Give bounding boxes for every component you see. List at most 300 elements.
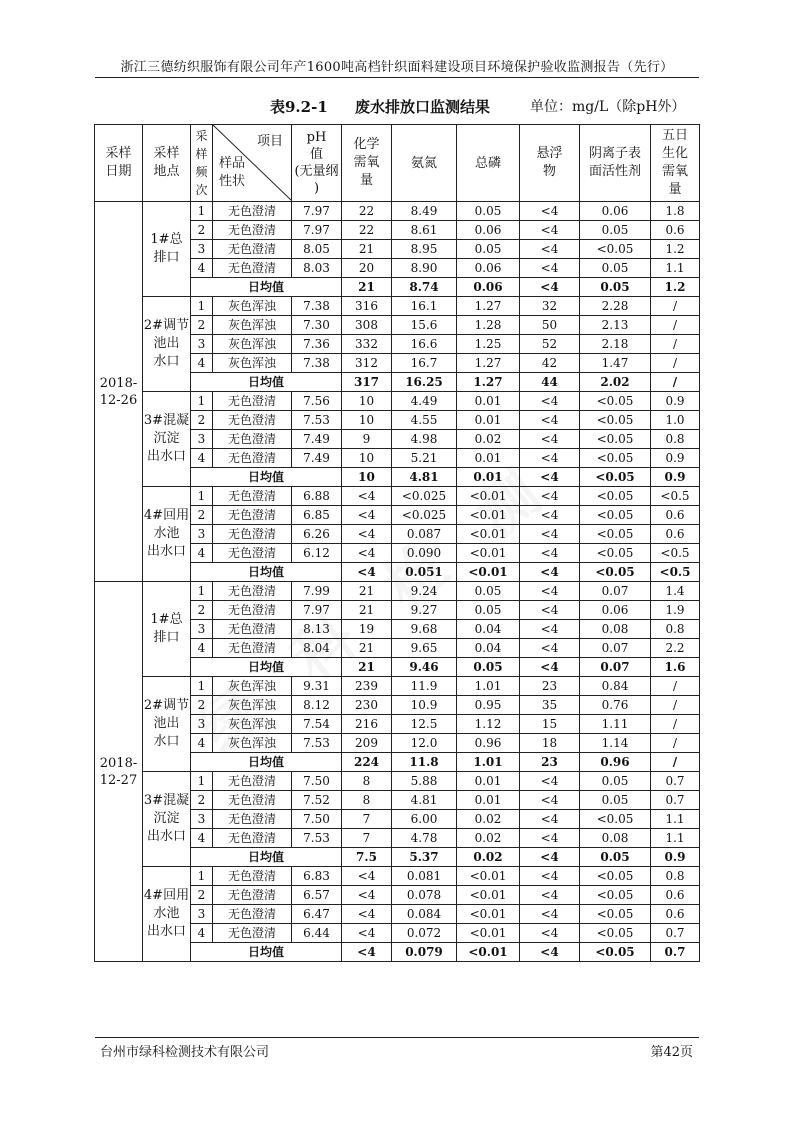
bod5-avg: <0.5: [651, 563, 700, 582]
ph-cell: 6.47: [292, 905, 342, 924]
cod-cell: <4: [342, 506, 392, 525]
site-cell: 3#混凝 沉淀 出水口: [143, 772, 191, 867]
freq-cell: 3: [191, 240, 213, 259]
freq-cell: 4: [191, 449, 213, 468]
bod5-cell: 0.7: [651, 772, 700, 791]
freq-cell: 3: [191, 335, 213, 354]
ph-cell: 7.97: [292, 601, 342, 620]
ss-cell: 42: [520, 354, 580, 373]
bod5-avg: 0.9: [651, 468, 700, 487]
site-cell: 4#回用 水池 出水口: [143, 487, 191, 582]
freq-cell: 2: [191, 886, 213, 905]
las-cell: <0.05: [580, 430, 651, 449]
tp-cell: 1.28: [457, 316, 520, 335]
las-avg: 0.05: [580, 278, 651, 297]
ss-cell: <4: [520, 487, 580, 506]
freq-cell: 2: [191, 411, 213, 430]
state-cell: 灰色浑浊: [213, 316, 292, 335]
col-date: 采样 日期: [95, 125, 143, 202]
ss-cell: <4: [520, 221, 580, 240]
cod-cell: 332: [342, 335, 392, 354]
daily-average-label: 日均值: [191, 753, 342, 772]
ph-cell: 7.54: [292, 715, 342, 734]
col-nh3n: 氨氮: [392, 125, 457, 202]
nh3n-cell: 5.21: [392, 449, 457, 468]
freq-cell: 4: [191, 354, 213, 373]
ss-cell: <4: [520, 506, 580, 525]
col-las: 阴离子表 面活性剂: [580, 125, 651, 202]
ph-cell: 6.57: [292, 886, 342, 905]
nh3n-cell: 9.27: [392, 601, 457, 620]
bod5-cell: /: [651, 715, 700, 734]
state-cell: 无色澄清: [213, 506, 292, 525]
tp-cell: 0.01: [457, 449, 520, 468]
tp-cell: 0.04: [457, 639, 520, 658]
nh3n-cell: 16.6: [392, 335, 457, 354]
col-cod: 化学 需氧 量: [342, 125, 392, 202]
ss-cell: 32: [520, 297, 580, 316]
bod5-cell: /: [651, 316, 700, 335]
nh3n-cell: <0.025: [392, 506, 457, 525]
item-label: 项目: [256, 134, 283, 149]
tp-cell: 0.04: [457, 620, 520, 639]
tp-cell: 0.01: [457, 392, 520, 411]
nh3n-cell: 5.88: [392, 772, 457, 791]
ph-cell: 7.97: [292, 202, 342, 221]
cod-avg: 21: [342, 278, 392, 297]
las-cell: <0.05: [580, 411, 651, 430]
tp-cell: <0.01: [457, 544, 520, 563]
footer-divider: [95, 1037, 699, 1038]
cod-cell: 7: [342, 829, 392, 848]
state-cell: 无色澄清: [213, 924, 292, 943]
bod5-cell: 0.6: [651, 905, 700, 924]
bod5-cell: 1.9: [651, 601, 700, 620]
ph-cell: 8.03: [292, 259, 342, 278]
tp-cell: 0.02: [457, 430, 520, 449]
ph-cell: 7.50: [292, 810, 342, 829]
las-cell: 0.05: [580, 772, 651, 791]
freq-cell: 2: [191, 696, 213, 715]
nh3n-cell: 8.95: [392, 240, 457, 259]
state-label-2: 性状: [219, 174, 246, 189]
freq-cell: 1: [191, 582, 213, 601]
ph-cell: 6.26: [292, 525, 342, 544]
nh3n-avg: 0.079: [392, 943, 457, 962]
tp-cell: 1.01: [457, 677, 520, 696]
las-avg: <0.05: [580, 943, 651, 962]
las-cell: 0.84: [580, 677, 651, 696]
state-cell: 灰色浑浊: [213, 677, 292, 696]
ph-cell: 7.52: [292, 791, 342, 810]
nh3n-cell: 4.55: [392, 411, 457, 430]
state-cell: 无色澄清: [213, 772, 292, 791]
nh3n-cell: 8.61: [392, 221, 457, 240]
ss-avg: <4: [520, 848, 580, 867]
col-freq: 采 样 频 次: [191, 125, 213, 202]
las-cell: <0.05: [580, 525, 651, 544]
freq-cell: 4: [191, 639, 213, 658]
ss-cell: <4: [520, 544, 580, 563]
ph-cell: 8.12: [292, 696, 342, 715]
ss-cell: <4: [520, 810, 580, 829]
bod5-cell: 0.8: [651, 867, 700, 886]
bod5-cell: <0.5: [651, 544, 700, 563]
state-cell: 无色澄清: [213, 544, 292, 563]
state-cell: 无色澄清: [213, 392, 292, 411]
ss-cell: <4: [520, 772, 580, 791]
ss-cell: <4: [520, 867, 580, 886]
footer-page-number: 第42页: [650, 1045, 693, 1060]
las-cell: <0.05: [580, 506, 651, 525]
site-cell: 2#调节 池出 水口: [143, 677, 191, 772]
cod-cell: 9: [342, 430, 392, 449]
bod5-cell: /: [651, 335, 700, 354]
unit-label: 单位：mg/L（除pH外）: [530, 99, 686, 115]
bod5-cell: 0.6: [651, 221, 700, 240]
las-avg: <0.05: [580, 468, 651, 487]
ph-cell: 9.31: [292, 677, 342, 696]
nh3n-cell: 4.81: [392, 791, 457, 810]
col-site: 采样 地点: [143, 125, 191, 202]
state-cell: 无色澄清: [213, 449, 292, 468]
daily-average-label: 日均值: [191, 373, 342, 392]
state-cell: 无色澄清: [213, 582, 292, 601]
bod5-cell: 0.6: [651, 886, 700, 905]
freq-cell: 3: [191, 810, 213, 829]
site-cell: 4#回用 水池 出水口: [143, 867, 191, 962]
report-header: 浙江三德纺织服饰有限公司年产1600吨高档针织面料建设项目环境保护验收监测报告（先行）: [120, 60, 674, 75]
freq-cell: 4: [191, 259, 213, 278]
bod5-cell: 0.8: [651, 620, 700, 639]
tp-cell: 0.05: [457, 202, 520, 221]
bod5-avg: 0.9: [651, 848, 700, 867]
nh3n-avg: 0.051: [392, 563, 457, 582]
tp-cell: 1.27: [457, 354, 520, 373]
las-cell: 1.14: [580, 734, 651, 753]
tp-cell: 0.01: [457, 772, 520, 791]
ph-cell: 7.49: [292, 449, 342, 468]
nh3n-cell: 12.5: [392, 715, 457, 734]
las-cell: <0.05: [580, 886, 651, 905]
ss-avg: 44: [520, 373, 580, 392]
tp-avg: 0.05: [457, 658, 520, 677]
nh3n-cell: 10.9: [392, 696, 457, 715]
bod5-cell: 0.9: [651, 392, 700, 411]
freq-cell: 1: [191, 867, 213, 886]
freq-cell: 1: [191, 392, 213, 411]
freq-cell: 1: [191, 772, 213, 791]
state-cell: 无色澄清: [213, 886, 292, 905]
table-row: [95, 202, 700, 221]
las-cell: 0.06: [580, 202, 651, 221]
tp-avg: 1.27: [457, 373, 520, 392]
las-cell: <0.05: [580, 544, 651, 563]
cod-cell: 21: [342, 639, 392, 658]
las-cell: <0.05: [580, 867, 651, 886]
cod-cell: 312: [342, 354, 392, 373]
site-cell: 3#混凝 沉淀 出水口: [143, 392, 191, 487]
tp-avg: 0.06: [457, 278, 520, 297]
bod5-cell: 1.4: [651, 582, 700, 601]
freq-cell: 2: [191, 316, 213, 335]
las-cell: 1.11: [580, 715, 651, 734]
freq-cell: 2: [191, 221, 213, 240]
daily-average-label: 日均值: [191, 563, 342, 582]
nh3n-cell: 0.084: [392, 905, 457, 924]
table-row: [95, 487, 700, 506]
table-row: [95, 297, 700, 316]
ph-cell: 6.12: [292, 544, 342, 563]
las-cell: <0.05: [580, 449, 651, 468]
daily-average-label: 日均值: [191, 658, 342, 677]
ss-cell: <4: [520, 525, 580, 544]
las-cell: 0.76: [580, 696, 651, 715]
cod-cell: 7: [342, 810, 392, 829]
cod-cell: <4: [342, 525, 392, 544]
nh3n-cell: 6.00: [392, 810, 457, 829]
bod5-cell: 1.8: [651, 202, 700, 221]
state-cell: 灰色浑浊: [213, 715, 292, 734]
freq-cell: 3: [191, 525, 213, 544]
ss-cell: <4: [520, 202, 580, 221]
cod-cell: 20: [342, 259, 392, 278]
state-cell: 无色澄清: [213, 259, 292, 278]
nh3n-avg: 11.8: [392, 753, 457, 772]
las-cell: 0.08: [580, 829, 651, 848]
cod-cell: 316: [342, 297, 392, 316]
ss-cell: <4: [520, 411, 580, 430]
cod-cell: <4: [342, 867, 392, 886]
footer-company: 台州市绿科检测技术有限公司: [100, 1045, 270, 1060]
ph-cell: 8.04: [292, 639, 342, 658]
state-label: 样品: [219, 156, 246, 171]
freq-cell: 4: [191, 924, 213, 943]
nh3n-cell: <0.025: [392, 487, 457, 506]
freq-cell: 1: [191, 297, 213, 316]
cod-cell: <4: [342, 924, 392, 943]
bod5-avg: 1.2: [651, 278, 700, 297]
freq-cell: 4: [191, 734, 213, 753]
ss-cell: <4: [520, 886, 580, 905]
ss-cell: 35: [520, 696, 580, 715]
site-cell: 1#总 排口: [143, 582, 191, 677]
ss-cell: <4: [520, 259, 580, 278]
cod-cell: 8: [342, 772, 392, 791]
tp-cell: <0.01: [457, 867, 520, 886]
bod5-cell: /: [651, 354, 700, 373]
ph-cell: 7.38: [292, 354, 342, 373]
col-bod5: 五日 生化 需氧 量: [651, 125, 700, 202]
nh3n-cell: 9.68: [392, 620, 457, 639]
freq-cell: 4: [191, 829, 213, 848]
daily-average-label: 日均值: [191, 848, 342, 867]
bod5-cell: /: [651, 734, 700, 753]
ss-cell: 15: [520, 715, 580, 734]
cod-cell: 22: [342, 221, 392, 240]
nh3n-cell: 8.49: [392, 202, 457, 221]
freq-cell: 3: [191, 905, 213, 924]
las-cell: <0.05: [580, 392, 651, 411]
cod-cell: <4: [342, 905, 392, 924]
tp-cell: 0.96: [457, 734, 520, 753]
bod5-avg: 1.6: [651, 658, 700, 677]
nh3n-cell: 16.7: [392, 354, 457, 373]
table-row: [95, 772, 700, 791]
las-avg: 2.02: [580, 373, 651, 392]
tp-cell: 0.02: [457, 810, 520, 829]
ph-cell: 7.50: [292, 772, 342, 791]
ph-cell: 7.36: [292, 335, 342, 354]
ph-cell: 7.97: [292, 221, 342, 240]
tp-cell: <0.01: [457, 487, 520, 506]
freq-cell: 3: [191, 430, 213, 449]
bod5-cell: <0.5: [651, 487, 700, 506]
ss-cell: <4: [520, 791, 580, 810]
ss-cell: 23: [520, 677, 580, 696]
ss-avg: 23: [520, 753, 580, 772]
state-cell: 无色澄清: [213, 525, 292, 544]
tp-cell: 0.02: [457, 829, 520, 848]
tp-cell: 0.05: [457, 582, 520, 601]
header-divider: [95, 77, 699, 78]
tp-cell: 1.12: [457, 715, 520, 734]
cod-cell: 21: [342, 240, 392, 259]
tp-cell: 0.05: [457, 240, 520, 259]
cod-avg: 224: [342, 753, 392, 772]
ph-cell: 7.99: [292, 582, 342, 601]
cod-cell: 22: [342, 202, 392, 221]
ss-cell: <4: [520, 924, 580, 943]
ss-avg: <4: [520, 658, 580, 677]
freq-cell: 1: [191, 487, 213, 506]
table-row: [95, 392, 700, 411]
nh3n-cell: 8.90: [392, 259, 457, 278]
freq-cell: 1: [191, 677, 213, 696]
state-cell: 无色澄清: [213, 867, 292, 886]
freq-cell: 4: [191, 544, 213, 563]
ss-cell: <4: [520, 240, 580, 259]
tp-cell: <0.01: [457, 924, 520, 943]
state-cell: 无色澄清: [213, 240, 292, 259]
table-row: [95, 677, 700, 696]
cod-cell: 308: [342, 316, 392, 335]
nh3n-avg: 16.25: [392, 373, 457, 392]
las-cell: 0.07: [580, 582, 651, 601]
las-cell: <0.05: [580, 240, 651, 259]
tp-cell: 0.05: [457, 601, 520, 620]
cod-cell: 19: [342, 620, 392, 639]
ph-cell: 8.05: [292, 240, 342, 259]
las-avg: <0.05: [580, 563, 651, 582]
nh3n-cell: 15.6: [392, 316, 457, 335]
ss-cell: <4: [520, 639, 580, 658]
bod5-cell: 0.7: [651, 924, 700, 943]
col-item-state: [213, 125, 292, 202]
tp-cell: 0.06: [457, 221, 520, 240]
tp-cell: 1.25: [457, 335, 520, 354]
ph-cell: 7.49: [292, 430, 342, 449]
state-cell: 无色澄清: [213, 221, 292, 240]
state-cell: 无色澄清: [213, 810, 292, 829]
site-cell: 2#调节 池出 水口: [143, 297, 191, 392]
state-cell: 无色澄清: [213, 601, 292, 620]
freq-cell: 2: [191, 506, 213, 525]
bod5-cell: 0.7: [651, 791, 700, 810]
ss-avg: <4: [520, 943, 580, 962]
las-cell: <0.05: [580, 487, 651, 506]
tp-cell: <0.01: [457, 905, 520, 924]
state-cell: 灰色浑浊: [213, 297, 292, 316]
state-cell: 无色澄清: [213, 430, 292, 449]
col-ph: pH 值 (无量纲 ): [292, 125, 342, 202]
cod-cell: <4: [342, 544, 392, 563]
tp-cell: 0.01: [457, 411, 520, 430]
nh3n-cell: 16.1: [392, 297, 457, 316]
las-avg: 0.07: [580, 658, 651, 677]
tp-avg: <0.01: [457, 943, 520, 962]
nh3n-avg: 5.37: [392, 848, 457, 867]
bod5-cell: /: [651, 677, 700, 696]
las-cell: 1.47: [580, 354, 651, 373]
freq-cell: 3: [191, 620, 213, 639]
bod5-avg: /: [651, 753, 700, 772]
cod-avg: 21: [342, 658, 392, 677]
cod-avg: <4: [342, 943, 392, 962]
nh3n-cell: 4.78: [392, 829, 457, 848]
nh3n-cell: 0.072: [392, 924, 457, 943]
tp-cell: <0.01: [457, 525, 520, 544]
ph-cell: 7.53: [292, 829, 342, 848]
bod5-cell: 1.2: [651, 240, 700, 259]
state-cell: 无色澄清: [213, 791, 292, 810]
site-cell: 1#总 排口: [143, 202, 191, 297]
freq-cell: 3: [191, 715, 213, 734]
ss-cell: 52: [520, 335, 580, 354]
bod5-cell: 0.9: [651, 449, 700, 468]
ss-avg: <4: [520, 563, 580, 582]
tp-cell: 0.95: [457, 696, 520, 715]
bod5-cell: /: [651, 297, 700, 316]
cod-cell: 21: [342, 601, 392, 620]
ph-cell: 6.44: [292, 924, 342, 943]
cod-cell: 21: [342, 582, 392, 601]
las-cell: 0.06: [580, 601, 651, 620]
las-avg: 0.96: [580, 753, 651, 772]
col-ss: 悬浮 物: [520, 125, 580, 202]
tp-cell: 0.01: [457, 791, 520, 810]
ss-cell: <4: [520, 829, 580, 848]
tp-cell: <0.01: [457, 886, 520, 905]
cod-cell: 10: [342, 411, 392, 430]
table-number: 表9.2-1: [270, 98, 328, 116]
bod5-cell: 1.1: [651, 829, 700, 848]
nh3n-avg: 4.81: [392, 468, 457, 487]
state-cell: 无色澄清: [213, 829, 292, 848]
state-cell: 灰色浑浊: [213, 354, 292, 373]
cod-cell: 239: [342, 677, 392, 696]
bod5-cell: 1.1: [651, 259, 700, 278]
tp-avg: 0.01: [457, 468, 520, 487]
col-tp: 总磷: [457, 125, 520, 202]
ss-cell: 50: [520, 316, 580, 335]
las-cell: <0.05: [580, 810, 651, 829]
ss-avg: <4: [520, 278, 580, 297]
state-cell: 无色澄清: [213, 639, 292, 658]
daily-average-label: 日均值: [191, 468, 342, 487]
las-cell: 0.05: [580, 259, 651, 278]
las-cell: <0.05: [580, 905, 651, 924]
